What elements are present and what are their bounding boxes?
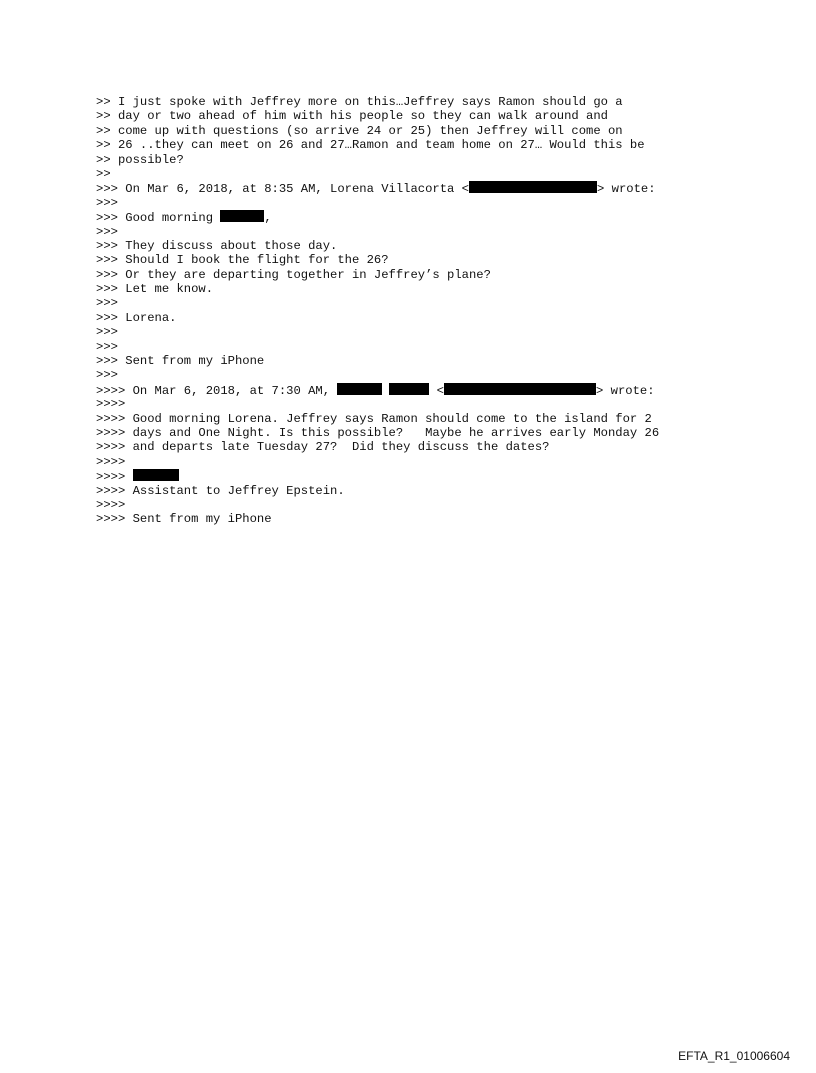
greeting-punctuation: , xyxy=(264,211,272,226)
text-line: >>>> and departs late Tuesday 27? Did they discuss the dates? xyxy=(96,440,550,455)
text-line: >>> xyxy=(96,325,118,340)
text-line: >>> Let me know. xyxy=(96,282,214,297)
text-line: >>> xyxy=(96,224,118,239)
text-line: >>> xyxy=(96,368,118,383)
quote-prefix: >>>> xyxy=(96,470,133,485)
text-line: >> possible? xyxy=(96,152,184,167)
redaction-bar xyxy=(389,383,429,395)
redaction-bar xyxy=(337,383,382,395)
header-text-mid: < xyxy=(429,383,444,398)
text-line: >>> Or they are departing together in Jeffrey’s plane? xyxy=(96,267,491,282)
text-line: >> day or two ahead of him with his people so they can walk around and xyxy=(96,109,608,124)
text-line: >>> xyxy=(96,339,118,354)
redaction-bar xyxy=(469,181,597,193)
document-id: EFTA_R1_01006604 xyxy=(678,1049,790,1063)
text-line: >>>> Good morning Lorena. Jeffrey says Ramon should come to the island for 2 xyxy=(96,411,652,426)
text-line: >> 26 ..they can meet on 26 and 27…Ramon and team home on 27… Would this be xyxy=(96,138,645,153)
email-body xyxy=(96,95,736,527)
text-line: >>>> xyxy=(96,497,126,512)
text-line: >>>> Sent from my iPhone xyxy=(96,512,272,527)
header-text-end: > wrote: xyxy=(596,383,655,398)
text-line: >>> xyxy=(96,195,118,210)
text-line: >>> Should I book the flight for the 26? xyxy=(96,253,389,268)
header-text-end: > wrote: xyxy=(597,182,656,197)
greeting-line xyxy=(96,210,736,224)
header-text-start: >>>> On Mar 6, 2018, at 7:30 AM, xyxy=(96,383,338,398)
text-line: >> xyxy=(96,166,111,181)
text-line: >>>> xyxy=(96,397,126,412)
text-line: >>> They discuss about those day. xyxy=(96,238,338,253)
text-line: >>> Lorena. xyxy=(96,310,177,325)
redaction-bar xyxy=(133,469,179,481)
text-line: >> come up with questions (so arrive 24 or 25) then Jeffrey will come on xyxy=(96,123,623,138)
text-line: >>>> days and One Night. Is this possible? Maybe he arrives early Monday 26 xyxy=(96,425,660,440)
redaction-bar xyxy=(444,383,596,395)
text-line: >>> Sent from my iPhone xyxy=(96,354,265,369)
text-line: >>> xyxy=(96,296,118,311)
greeting-text: >>> Good morning xyxy=(96,211,221,226)
text-line: >>>> Assistant to Jeffrey Epstein. xyxy=(96,483,345,498)
quoted-header-line xyxy=(96,383,736,397)
header-text-start: >>> On Mar 6, 2018, at 8:35 AM, Lorena Villacorta < xyxy=(96,182,469,197)
text-line: >>>> xyxy=(96,454,126,469)
signature-name-line xyxy=(96,469,736,483)
quoted-header-line xyxy=(96,181,736,195)
text-line: >> I just spoke with Jeffrey more on this…Jeffrey says Ramon should go a xyxy=(96,95,623,109)
redaction-bar xyxy=(220,210,264,222)
